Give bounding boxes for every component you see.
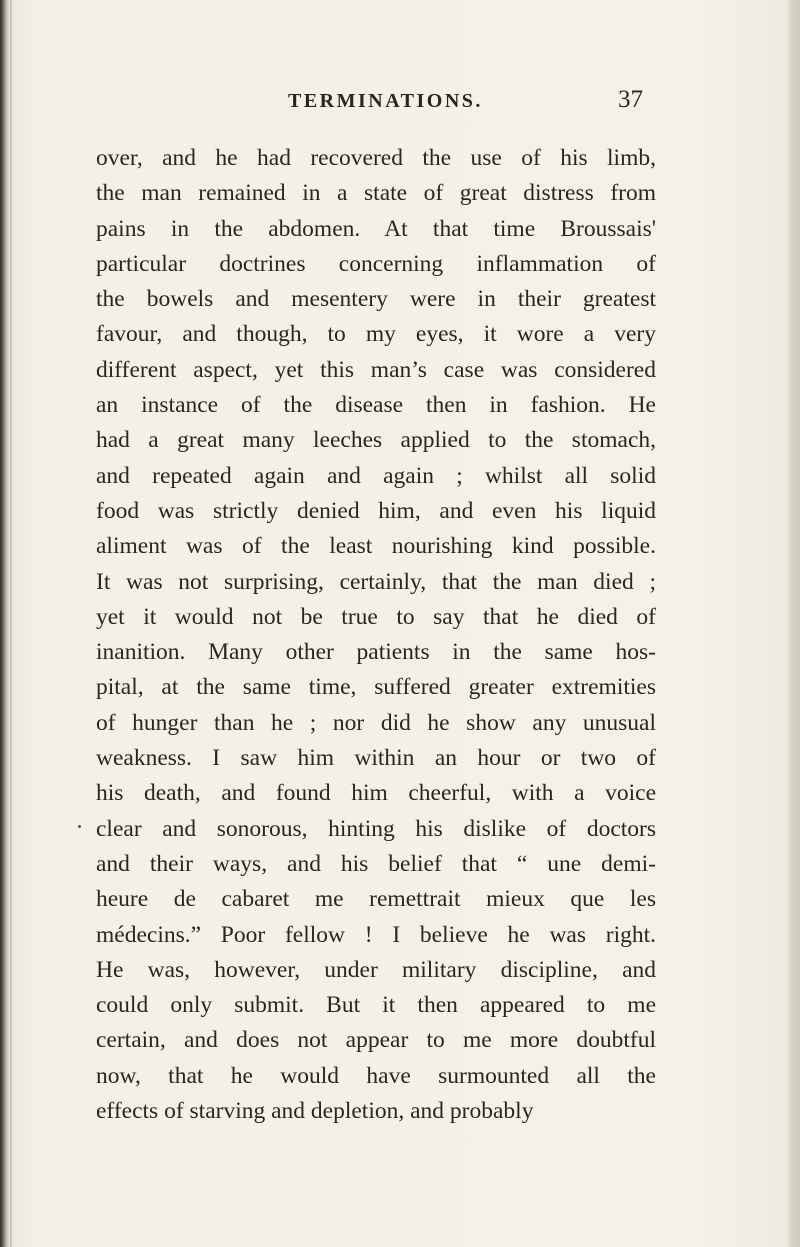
text-line: pital, at the same time, suffered greater extremities [96,674,656,701]
body-text [96,141,656,1129]
text-line: particular doctrines concerning inflammation of [96,250,656,277]
text-line: the bowels and mesentery were in their greatest [96,286,656,313]
text-line: pains in the abdomen. At that time Broussais' [96,215,656,242]
text-line: yet it would not be true to say that he died of [96,603,656,630]
margin-dot [78,825,81,828]
text-line: and their ways, and his belief that “ une demi- [96,850,656,877]
text-line: effects of starving and depletion, and probably [96,1098,534,1125]
text-line: and repeated again and again ; whilst all solid [96,462,656,489]
text-line: the man remained in a state of great distress from [96,180,656,207]
text-line: had a great many leeches applied to the stomach, [96,427,656,454]
text-line: different aspect, yet this man’s case was considered [96,356,656,383]
gutter-edge-line [10,0,12,1247]
text-line: inanition. Many other patients in the same hos- [96,639,656,666]
text-line: an instance of the disease then in fashion. He [96,392,656,419]
text-line: It was not surprising, certainly, that the man died ; [96,568,656,595]
page-number: 37 [618,86,643,113]
text-line: heure de cabaret me remettrait mieux que les [96,886,656,913]
text-line: certain, and does not appear to me more doubtful [96,1027,656,1054]
text-line: clear and sonorous, hinting his dislike of doctors [96,815,656,842]
text-line: aliment was of the least nourishing kind possible. [96,533,656,560]
text-line: weakness. I saw him within an hour or two of [96,745,656,772]
text-line: food was strictly denied him, and even his liquid [96,497,656,524]
running-head [0,88,800,118]
page-edge-shadow [786,0,800,1247]
binding-gutter [0,0,10,1247]
text-line: favour, and though, to my eyes, it wore a very [96,321,656,348]
text-line: now, that he would have surmounted all the [96,1062,656,1089]
running-title: TERMINATIONS. [288,90,483,112]
text-line: could only submit. But it then appeared to me [96,992,656,1019]
text-line: He was, however, under military discipline, and [96,956,656,983]
text-line: of hunger than he ; nor did he show any unusual [96,709,656,736]
text-line: médecins.” Poor fellow ! I believe he was right. [96,921,656,948]
text-line: his death, and found him cheerful, with a voice [96,780,656,807]
text-line: over, and he had recovered the use of his limb, [96,145,656,171]
